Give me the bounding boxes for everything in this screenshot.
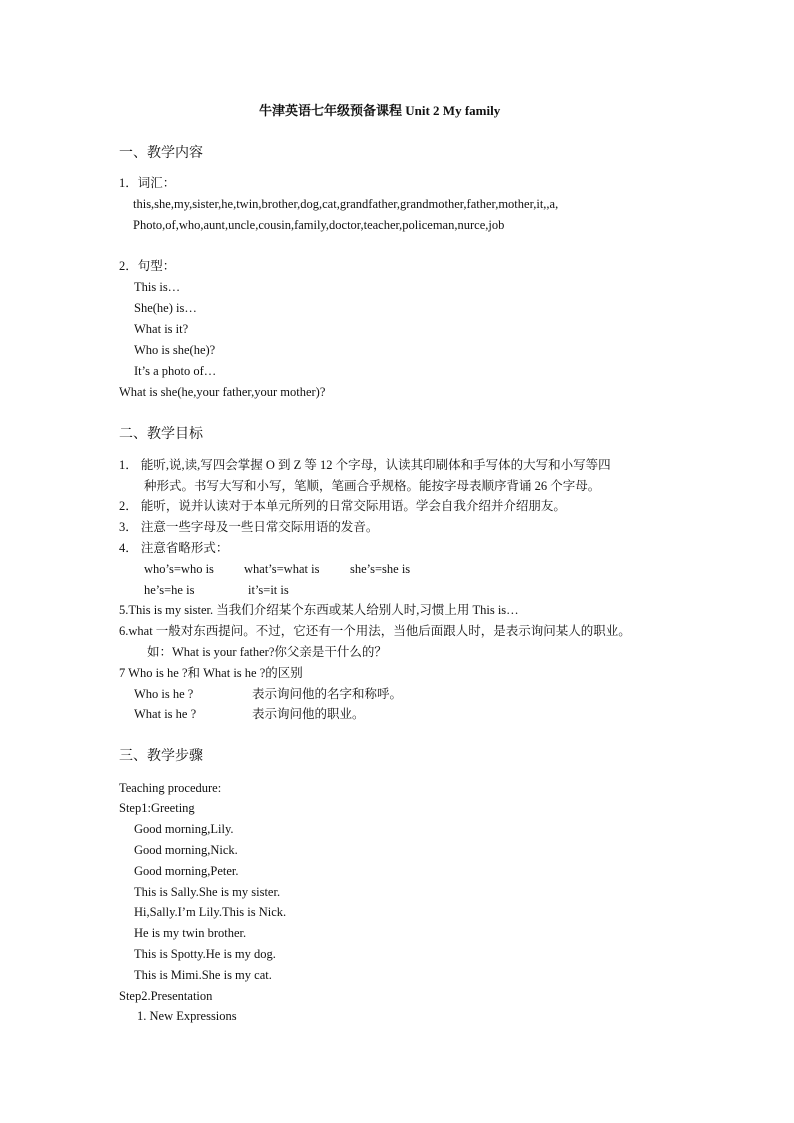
dialogue-line: He is my twin brother. — [134, 926, 247, 940]
question-form: Who is he ? — [134, 687, 194, 701]
question-meaning: 表示询问他的名字和称呼。 — [252, 687, 403, 701]
vocab-label: 1．词汇： — [119, 176, 176, 190]
dialogue-line: Hi,Sally.I’m Lily.This is Nick. — [134, 905, 287, 919]
dialogue-line: Good morning,Lily. — [134, 822, 234, 836]
goal-line: 2． 能听，说并认读对于本单元所列的日常交际用语。学会自我介绍并介绍朋友。 — [119, 499, 566, 513]
dialogue-line: Good morning,Peter. — [134, 864, 239, 878]
section-heading-steps: 三、教学步骤 — [119, 749, 203, 764]
pattern-label: 2．句型： — [119, 259, 176, 273]
vocab-line: Photo,of,who,aunt,uncle,cousin,family,doctor,teacher,policeman,nurce,job — [133, 218, 505, 232]
dialogue-line: This is Spotty.He is my dog. — [134, 947, 276, 961]
dialogue-line: This is Mimi.She is my cat. — [134, 968, 272, 982]
section-heading-content: 一、教学内容 — [119, 146, 203, 161]
abbreviation: he’s=he is — [144, 583, 195, 597]
question-form: What is he ? — [134, 707, 197, 721]
question-meaning: 表示询问他的职业。 — [252, 707, 365, 721]
goal-line: 6.what 一般对东西提问。不过，它还有一个用法，当他后面跟人时，是表示询问某人的职业。 — [119, 624, 631, 638]
page-title: 牛津英语七年级预备课程 Unit 2 My family — [259, 103, 501, 118]
goal-line: 3． 注意一些字母及一些日常交际用语的发音。 — [119, 520, 379, 534]
goal-line: 1． 能听,说,读,写四会掌握 O 到 Z 等 12 个字母，认读其印刷体和手写体的大写和小写等四 — [119, 458, 611, 472]
step-heading: Step2.Presentation — [119, 989, 213, 1003]
goal-example: 如：What is your father?你父亲是干什么的？ — [147, 645, 387, 659]
vocab-line: this,she,my,sister,he,twin,brother,dog,cat,grandfather,grandmother,father,mother,it,,a, — [133, 197, 559, 211]
goal-line: 种形式。书写大写和小写，笔顺，笔画合乎规格。能按字母表顺序背诵 26 个字母。 — [144, 479, 601, 493]
goal-line: 4． 注意省略形式： — [119, 541, 229, 555]
pattern-line: What is it? — [134, 322, 189, 336]
pattern-line: This is… — [134, 280, 181, 294]
goal-line: 5.This is my sister. 当我们介绍某个东西或某人给别人时,习惯上用 This is… — [119, 603, 519, 617]
pattern-line: It’s a photo of… — [134, 364, 217, 378]
dialogue-line: Good morning,Nick. — [134, 843, 238, 857]
dialogue-line: This is Sally.She is my sister. — [134, 885, 281, 899]
goal-line: 7 Who is he ?和 What is he ?的区别 — [119, 666, 303, 680]
step-item: 1. New Expressions — [137, 1009, 237, 1023]
pattern-line: What is she(he,your father,your mother)? — [119, 385, 326, 399]
abbreviation: it’s=it is — [248, 583, 289, 597]
step-heading: Step1:Greeting — [119, 801, 195, 815]
abbreviation: she’s=she is — [350, 562, 411, 576]
section-heading-goals: 二、教学目标 — [119, 427, 203, 442]
procedure-label: Teaching procedure: — [119, 781, 222, 795]
pattern-line: Who is she(he)? — [134, 343, 216, 357]
pattern-line: She(he) is… — [134, 301, 197, 315]
abbreviation: who’s=who is — [144, 562, 214, 576]
abbreviation: what’s=what is — [244, 562, 320, 576]
